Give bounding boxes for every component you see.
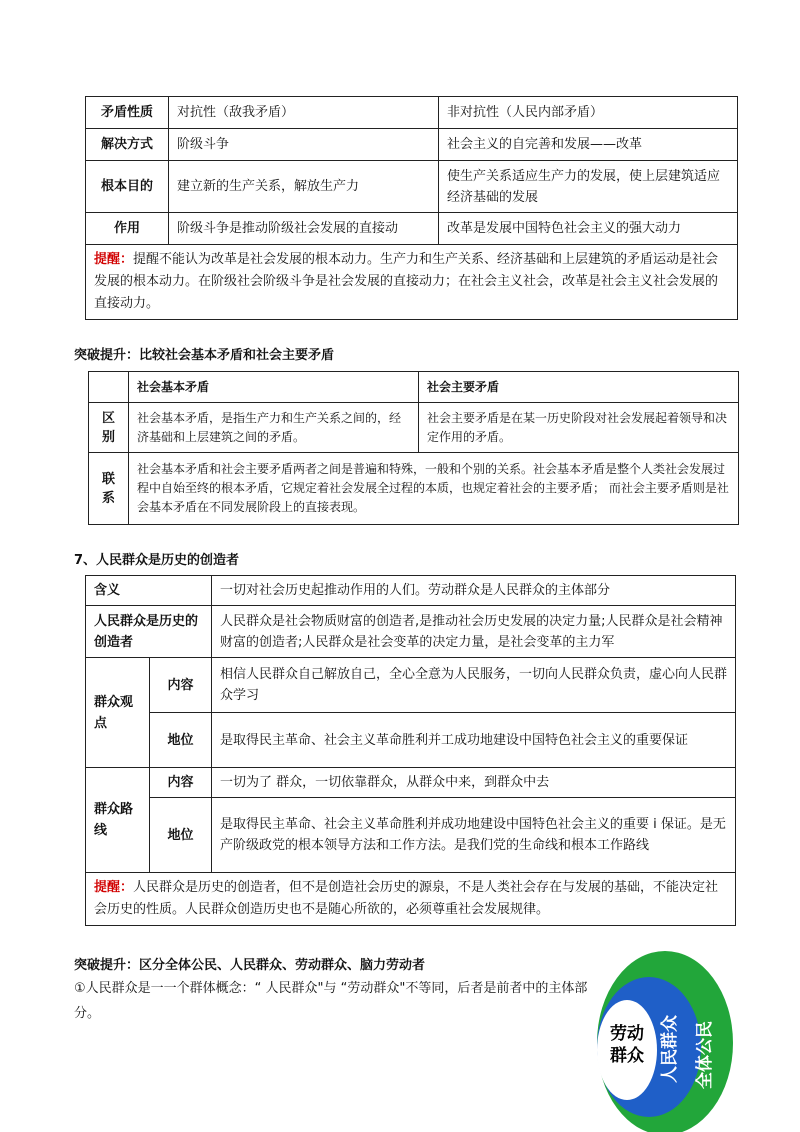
row-label: 联系	[89, 453, 129, 525]
row-label: 根本目的	[86, 161, 169, 213]
section-heading: 7、人民群众是历史的创造者	[74, 553, 240, 568]
cell-antagonistic: 建立新的生产关系，解放生产力	[169, 161, 439, 213]
outer-label: 全体公民	[695, 1021, 715, 1089]
row-label: 作用	[86, 213, 169, 245]
relation-cell: 社会基本矛盾和社会主要矛盾两者之间是普遍和特殊，一般和个别的关系。社会基本矛盾是整个人类社会发展过程中自始至终的根本矛盾，它规定着社会发展全过程的本质，也规定着社会的主要矛盾； 而社会主要矛盾则是社会基本矛盾在不同发展阶段上的直接表现。	[129, 453, 739, 525]
row-label: 群众观点	[86, 658, 150, 768]
view-content-cell: 相信人民群众自己解放自己，全心全意为人民服务，一切向人民群众负责，虚心向人民群众学习	[212, 658, 736, 713]
venn-diagram	[597, 951, 733, 1132]
route-status-cell: 是取得民主革命、社会主义革命胜利并成功地建设中国特色社会主义的重要 i 保证。是无产阶级政党的根本领导方法和工作方法。是我们党的生命线和根本工作路线	[212, 798, 736, 873]
row-label: 区别	[89, 403, 129, 453]
column-header: 社会基本矛盾	[129, 372, 419, 403]
row-label: 人民群众是历史的创造者	[86, 606, 212, 658]
row-label: 矛盾性质	[86, 97, 169, 129]
row-label: 含义	[86, 576, 212, 606]
row-label: 解决方式	[86, 129, 169, 161]
sub-label: 地位	[150, 713, 212, 768]
cell-non-antagonistic: 改革是发展中国特色社会主义的强大动力	[439, 213, 738, 245]
note-cell	[86, 873, 736, 926]
cell-non-antagonistic: 社会主义的自完善和发展——改革	[439, 129, 738, 161]
route-content-cell: 一切为了 群众，一切依靠群众，从群众中来，到群众中去	[212, 768, 736, 798]
section-heading: 突破提升：区分全体公民、人民群众、劳动群众、脑力劳动者	[74, 958, 426, 973]
note-cell	[86, 245, 738, 320]
comparison-table	[88, 371, 739, 525]
note-text: 提醒不能认为改革是社会发展的根本动力。生产力和生产关系、经济基础和上层建筑的矛盾运动是社会发展的根本动力。在阶级社会阶级斗争是社会发展的直接动力；在社会主义社会，改革是社会主义社会发展的直接动力。	[94, 252, 719, 311]
creator-cell: 人民群众是社会物质财富的创造者,是推动社会历史发展的决定力量;人民群众是社会精神财富的创造者;人民群众是社会变革的决定力量，是社会变革的主力军	[212, 606, 736, 658]
note-label: 提醒：	[94, 880, 134, 895]
cell-basic-contradiction: 社会基本矛盾，是指生产力和生产关系之间的，经济基础和上层建筑之间的矛盾。	[129, 403, 419, 453]
column-header: 社会主要矛盾	[419, 372, 739, 403]
inner-label-top: 劳动	[610, 1024, 644, 1044]
sub-label: 地位	[150, 798, 212, 873]
inner-label-bottom: 群众	[610, 1046, 644, 1066]
paragraph: ①人民群众是一一个群体概念：“ 人民群众"与 “劳动群众"不等同，后者是前者中的主体部分。	[74, 981, 588, 1021]
view-status-cell: 是取得民主革命、社会主义革命胜利并工成功地建设中国特色社会主义的重要保证	[212, 713, 736, 768]
row-label: 群众路线	[86, 768, 150, 873]
middle-label: 人民群众	[660, 1015, 680, 1083]
cell-main-contradiction: 社会主要矛盾是在某一历史阶段对社会发展起着领导和决定作用的矛盾。	[419, 403, 739, 453]
cell-non-antagonistic: 使生产关系适应生产力的发展，使上层建筑适应经济基础的发展	[439, 161, 738, 213]
cell-antagonistic: 阶级斗争是推动阶级社会发展的直接动	[169, 213, 439, 245]
empty-cell	[89, 372, 129, 403]
sub-label: 内容	[150, 768, 212, 798]
cell-antagonistic: 阶级斗争	[169, 129, 439, 161]
masses-table	[85, 575, 736, 926]
note-label: 提醒：	[94, 252, 134, 267]
note-text: 人民群众是历史的创造者，但不是创造社会历史的源泉，不是人类社会存在与发展的基础，不能决定社会历史的性质。人民群众创造历史也不是随心所欲的，必须尊重社会发展规律。	[94, 880, 719, 917]
contradiction-table	[85, 96, 738, 320]
meaning-cell: 一切对社会历史起推动作用的人们。劳动群众是人民群众的主体部分	[212, 576, 736, 606]
section-heading: 突破提升：比较社会基本矛盾和社会主要矛盾	[74, 348, 335, 363]
cell-non-antagonistic: 非对抗性（人民内部矛盾）	[439, 97, 738, 129]
cell-antagonistic: 对抗性（敌我矛盾）	[169, 97, 439, 129]
sub-label: 内容	[150, 658, 212, 713]
